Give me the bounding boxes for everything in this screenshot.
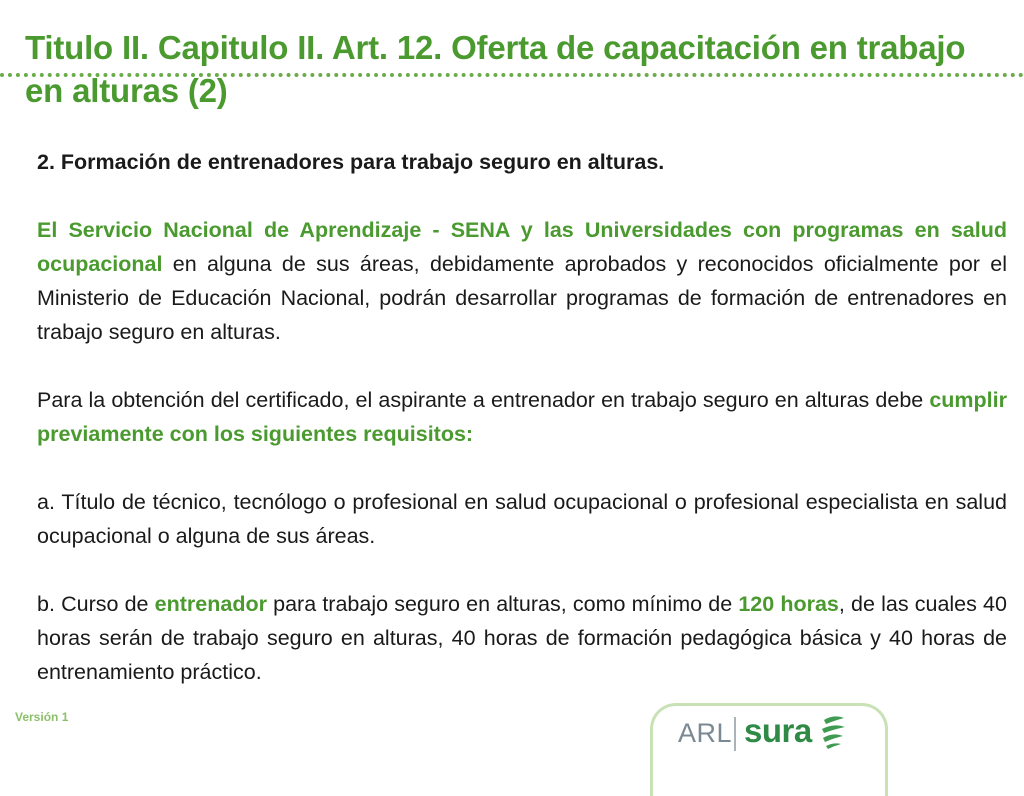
section-heading: 2. Formación de entrenadores para trabajo seguro en alturas. (37, 150, 665, 174)
requirement-a: a. Título de técnico, tecnólogo o profesional en salud ocupacional o profesional especialista en salud ocupacional o alguna de sus áreas. (37, 490, 1007, 548)
version-label: Versión 1 (15, 710, 69, 724)
req-b-start: b. Curso de (37, 592, 155, 616)
requirement-b (37, 587, 1007, 689)
requirements-highlight: cumplir previamente con los siguientes requisitos: (37, 388, 1007, 446)
logo-divider (734, 717, 736, 751)
hours-highlight: 120 horas (738, 592, 839, 616)
paragraph-sena (37, 213, 1007, 349)
trainer-highlight: entrenador (154, 592, 267, 616)
logo-sura-text: sura (744, 712, 812, 749)
sena-text: en alguna de sus áreas, debidamente aprobados y reconocidos oficialmente por el Ministerio de Educación Nacional, podrán desarrollar programas de formación de entrenadores en trabajo seguro en alturas. (37, 252, 1007, 344)
sura-leaf-icon (818, 712, 848, 752)
sena-highlight: El Servicio Nacional de Aprendizaje - SENA y las Universidades con programas en salud ocupacional (37, 218, 1007, 276)
title-dotted-divider (0, 73, 1024, 77)
req-b-mid: para trabajo seguro en alturas, como mínimo de (266, 592, 739, 616)
slide-body (37, 145, 1007, 689)
logo-arl-text: ARL (678, 718, 733, 748)
paragraph-certificate (37, 383, 1007, 451)
slide-title: Titulo II. Capitulo II. Art. 12. Oferta de capacitación en trabajo en alturas (2) (25, 29, 966, 109)
req-b-end: , de las cuales 40 horas serán de trabajo seguro en alturas, 40 horas de formación pedagógica básica y 40 horas de entrenamiento práctico. (37, 592, 1007, 684)
certificate-text: Para la obtención del certificado, el aspirante a entrenador en trabajo seguro en alturas debe (37, 388, 930, 412)
